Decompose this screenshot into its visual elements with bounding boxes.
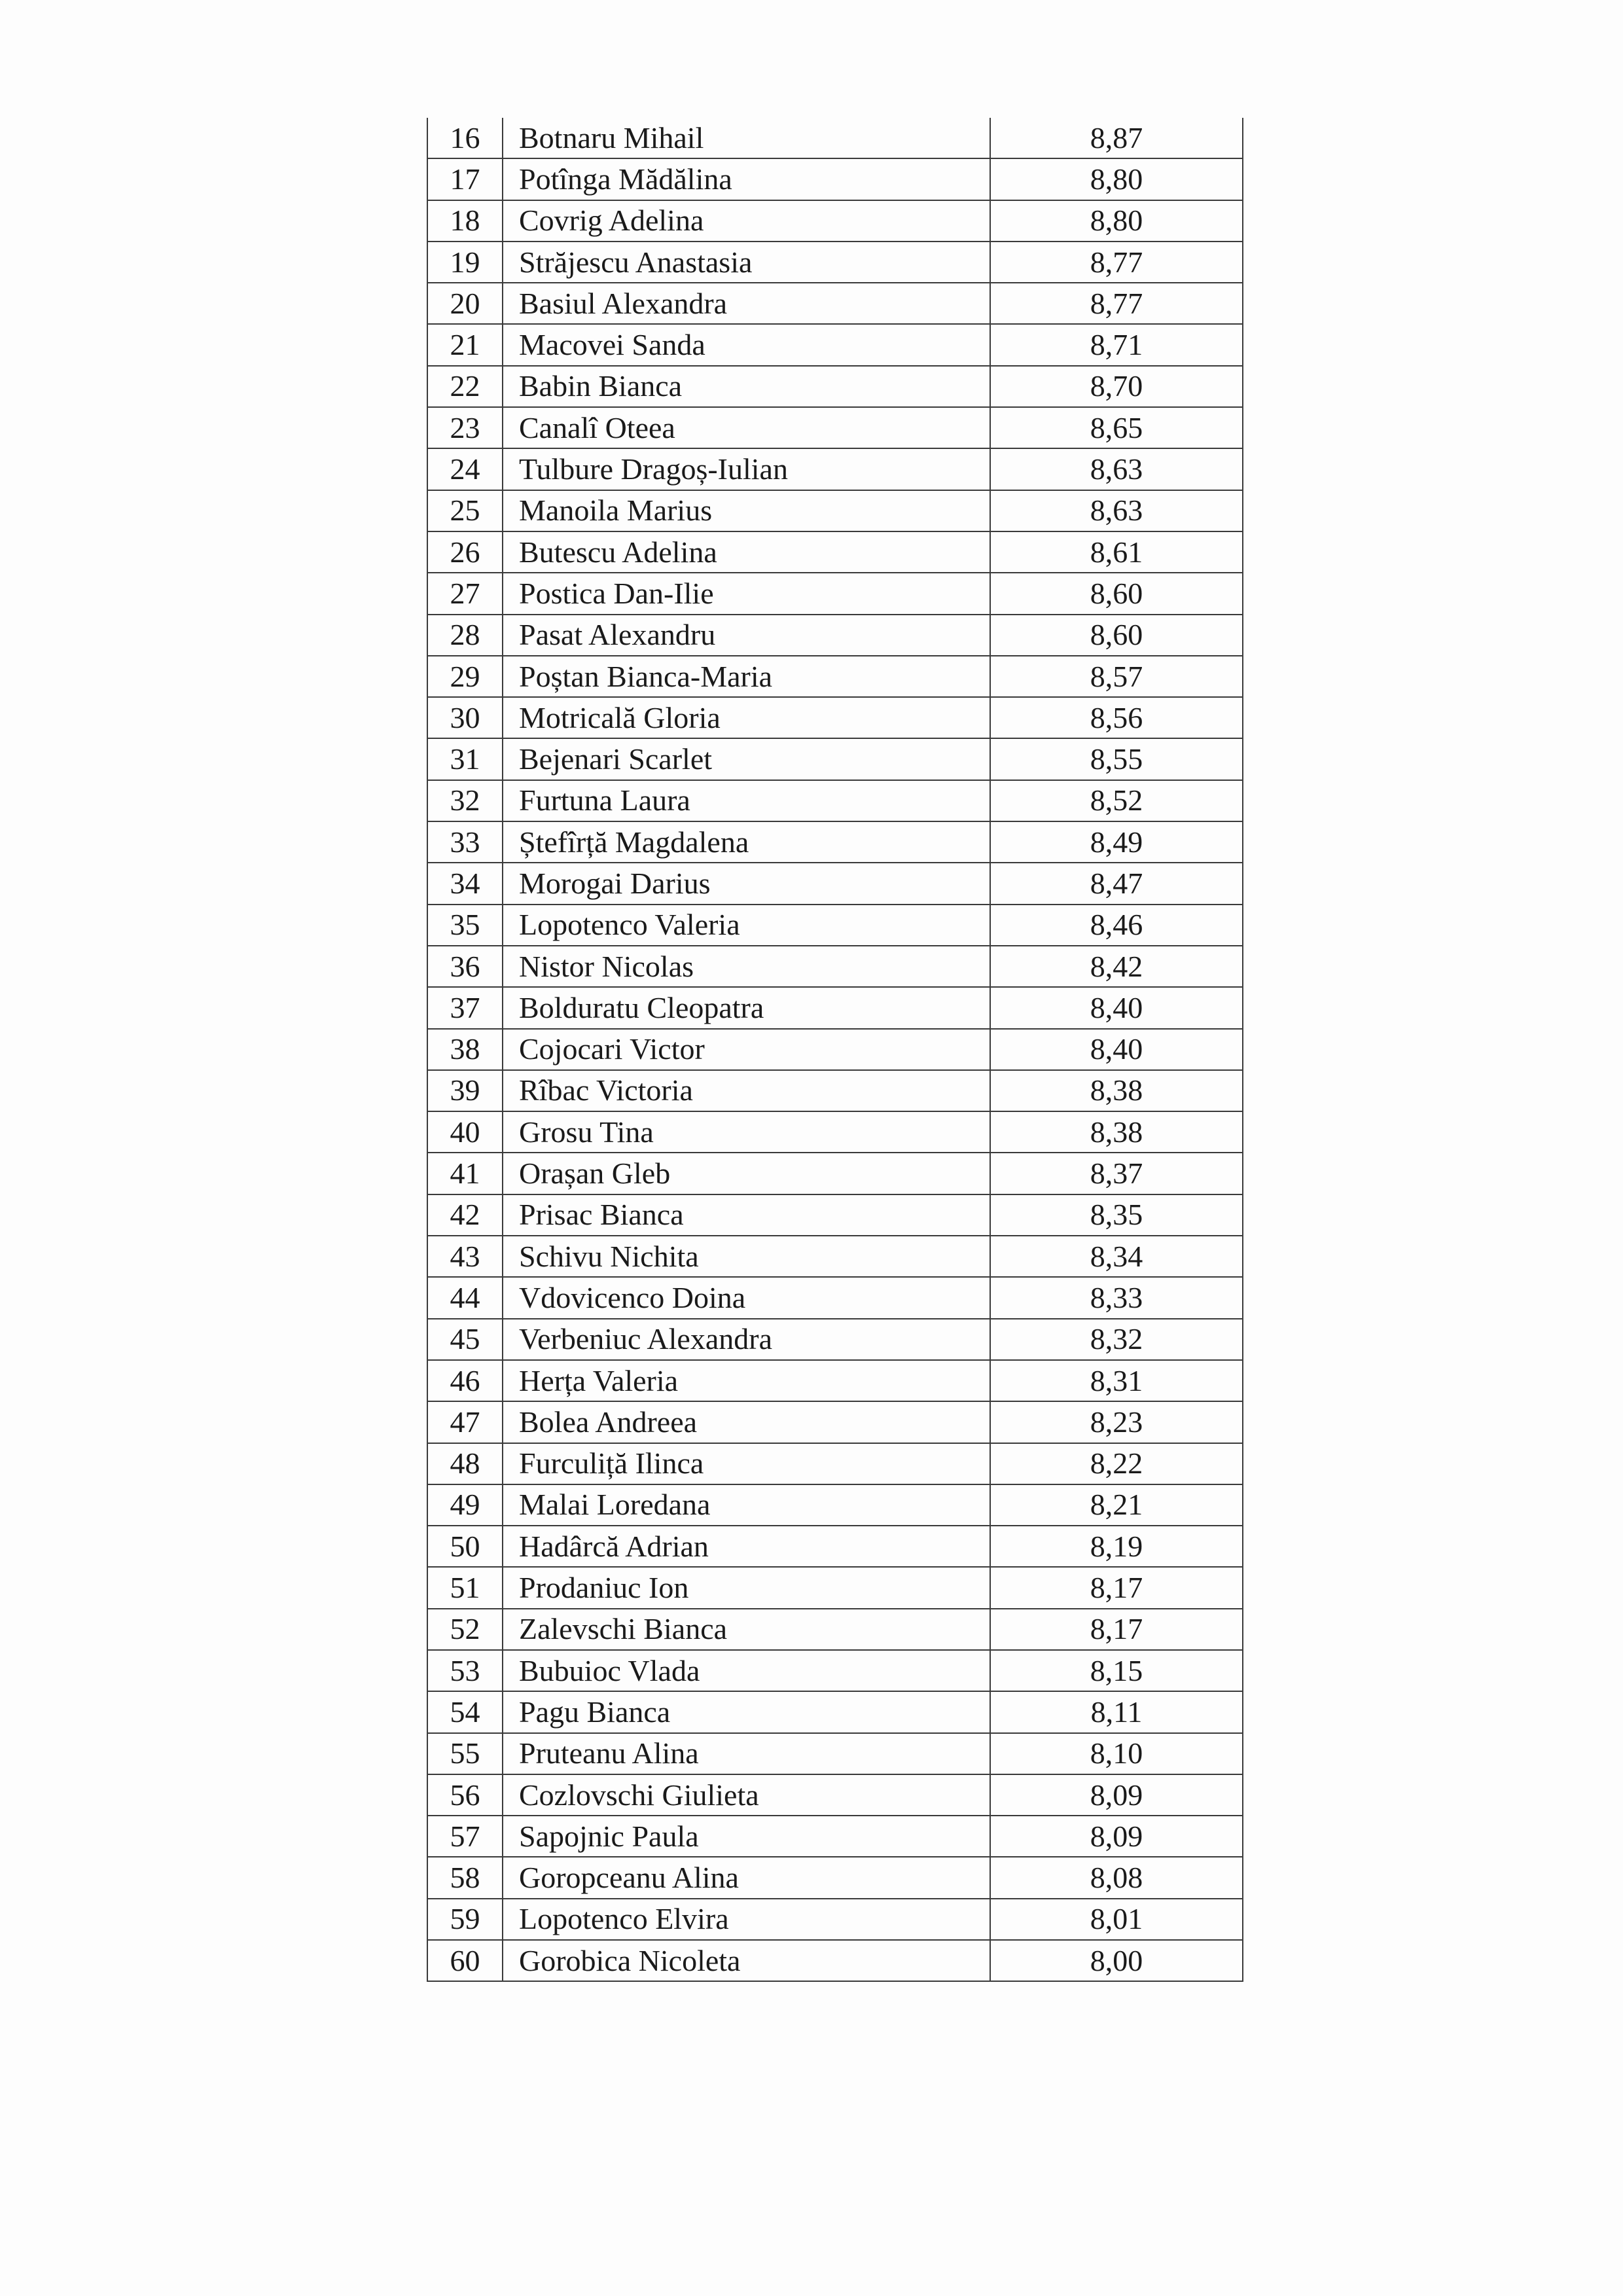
student-name: Ștefîrță Magdalena	[503, 821, 990, 863]
student-name: Basiul Alexandra	[503, 283, 990, 324]
row-number: 29	[427, 656, 503, 697]
table-row	[427, 200, 1243, 242]
table-row	[427, 1816, 1243, 1857]
grade-value: 8,37	[990, 1153, 1243, 1194]
grade-value: 8,49	[990, 821, 1243, 863]
table-row	[427, 1567, 1243, 1608]
grade-value: 8,65	[990, 407, 1243, 448]
grade-value: 8,77	[990, 283, 1243, 324]
student-name: Botnaru Mihail	[503, 118, 990, 158]
student-name: Motricală Gloria	[503, 697, 990, 738]
student-name: Zalevschi Bianca	[503, 1609, 990, 1650]
table-row	[427, 1857, 1243, 1898]
table-row	[427, 1236, 1243, 1277]
row-number: 23	[427, 407, 503, 448]
row-number: 20	[427, 283, 503, 324]
table-row	[427, 158, 1243, 200]
student-name: Gorobica Nicoleta	[503, 1940, 990, 1981]
row-number: 26	[427, 531, 503, 573]
student-name: Tulbure Dragoș-Iulian	[503, 448, 990, 490]
student-name: Herța Valeria	[503, 1360, 990, 1401]
table-row	[427, 821, 1243, 863]
grade-value: 8,09	[990, 1774, 1243, 1816]
row-number: 48	[427, 1443, 503, 1484]
row-number: 52	[427, 1609, 503, 1650]
row-number: 22	[427, 366, 503, 407]
student-name: Sapojnic Paula	[503, 1816, 990, 1857]
table-row	[427, 242, 1243, 283]
grade-value: 8,32	[990, 1319, 1243, 1360]
table-row	[427, 118, 1243, 158]
table-row	[427, 987, 1243, 1028]
student-name: Verbeniuc Alexandra	[503, 1319, 990, 1360]
student-name: Nistor Nicolas	[503, 946, 990, 987]
row-number: 19	[427, 242, 503, 283]
student-name: Bubuioc Vlada	[503, 1650, 990, 1691]
student-name: Cojocari Victor	[503, 1029, 990, 1070]
table-row	[427, 1360, 1243, 1401]
student-name: Malai Loredana	[503, 1484, 990, 1526]
row-number: 56	[427, 1774, 503, 1816]
table-row	[427, 946, 1243, 987]
grade-value: 8,01	[990, 1899, 1243, 1940]
grade-value: 8,35	[990, 1194, 1243, 1236]
grade-value: 8,33	[990, 1277, 1243, 1318]
row-number: 57	[427, 1816, 503, 1857]
grade-value: 8,40	[990, 987, 1243, 1028]
table-row	[427, 863, 1243, 904]
row-number: 24	[427, 448, 503, 490]
table-row	[427, 1319, 1243, 1360]
grade-value: 8,55	[990, 738, 1243, 780]
grade-value: 8,15	[990, 1650, 1243, 1691]
student-name: Poștan Bianca-Maria	[503, 656, 990, 697]
table-row	[427, 324, 1243, 365]
grade-value: 8,70	[990, 366, 1243, 407]
student-name: Canalî Oteea	[503, 407, 990, 448]
grade-value: 8,56	[990, 697, 1243, 738]
row-number: 32	[427, 780, 503, 821]
student-name: Potînga Mădălina	[503, 158, 990, 200]
student-name: Vdovicenco Doina	[503, 1277, 990, 1318]
grade-value: 8,47	[990, 863, 1243, 904]
table-row	[427, 448, 1243, 490]
row-number: 44	[427, 1277, 503, 1318]
grade-value: 8,23	[990, 1401, 1243, 1443]
row-number: 30	[427, 697, 503, 738]
table-row	[427, 407, 1243, 448]
row-number: 33	[427, 821, 503, 863]
student-name: Pruteanu Alina	[503, 1733, 990, 1774]
grade-value: 8,38	[990, 1070, 1243, 1111]
student-name: Lopotenco Valeria	[503, 905, 990, 946]
row-number: 35	[427, 905, 503, 946]
table-row	[427, 531, 1243, 573]
student-name: Babin Bianca	[503, 366, 990, 407]
grade-value: 8,52	[990, 780, 1243, 821]
grade-value: 8,61	[990, 531, 1243, 573]
student-name: Bolea Andreea	[503, 1401, 990, 1443]
table-row	[427, 1153, 1243, 1194]
grade-value: 8,46	[990, 905, 1243, 946]
student-name: Furtuna Laura	[503, 780, 990, 821]
grade-value: 8,08	[990, 1857, 1243, 1898]
row-number: 50	[427, 1526, 503, 1567]
grade-value: 8,00	[990, 1940, 1243, 1981]
grade-value: 8,63	[990, 490, 1243, 531]
student-name: Grosu Tina	[503, 1111, 990, 1153]
grade-value: 8,11	[990, 1691, 1243, 1732]
row-number: 42	[427, 1194, 503, 1236]
table-row	[427, 780, 1243, 821]
table-row	[427, 697, 1243, 738]
row-number: 58	[427, 1857, 503, 1898]
row-number: 46	[427, 1360, 503, 1401]
grade-value: 8,31	[990, 1360, 1243, 1401]
grade-value: 8,22	[990, 1443, 1243, 1484]
row-number: 59	[427, 1899, 503, 1940]
student-name: Prodaniuc Ion	[503, 1567, 990, 1608]
student-name: Pagu Bianca	[503, 1691, 990, 1732]
table-row	[427, 1484, 1243, 1526]
table-row	[427, 366, 1243, 407]
row-number: 45	[427, 1319, 503, 1360]
table-row	[427, 1940, 1243, 1981]
student-name: Bejenari Scarlet	[503, 738, 990, 780]
table-row	[427, 283, 1243, 324]
grade-value: 8,10	[990, 1733, 1243, 1774]
student-name: Schivu Nichita	[503, 1236, 990, 1277]
student-name: Străjescu Anastasia	[503, 242, 990, 283]
student-name: Lopotenco Elvira	[503, 1899, 990, 1940]
table-row	[427, 738, 1243, 780]
row-number: 39	[427, 1070, 503, 1111]
row-number: 60	[427, 1940, 503, 1981]
student-name: Manoila Marius	[503, 490, 990, 531]
student-name: Hadârcă Adrian	[503, 1526, 990, 1567]
grade-value: 8,57	[990, 656, 1243, 697]
grade-value: 8,60	[990, 615, 1243, 656]
grade-value: 8,77	[990, 242, 1243, 283]
table-row	[427, 1774, 1243, 1816]
row-number: 54	[427, 1691, 503, 1732]
student-name: Butescu Adelina	[503, 531, 990, 573]
row-number: 25	[427, 490, 503, 531]
grade-value: 8,17	[990, 1567, 1243, 1608]
table-row	[427, 1899, 1243, 1940]
row-number: 41	[427, 1153, 503, 1194]
row-number: 21	[427, 324, 503, 365]
grade-value: 8,63	[990, 448, 1243, 490]
student-name: Cozlovschi Giulieta	[503, 1774, 990, 1816]
grade-value: 8,17	[990, 1609, 1243, 1650]
grade-value: 8,71	[990, 324, 1243, 365]
table-row	[427, 1277, 1243, 1318]
grade-value: 8,42	[990, 946, 1243, 987]
row-number: 31	[427, 738, 503, 780]
row-number: 28	[427, 615, 503, 656]
ranking-table-body	[427, 118, 1243, 1981]
row-number: 27	[427, 573, 503, 614]
table-row	[427, 656, 1243, 697]
table-row	[427, 1609, 1243, 1650]
student-name: Furculiță Ilinca	[503, 1443, 990, 1484]
grade-value: 8,34	[990, 1236, 1243, 1277]
table-row	[427, 1443, 1243, 1484]
row-number: 36	[427, 946, 503, 987]
table-row	[427, 490, 1243, 531]
row-number: 34	[427, 863, 503, 904]
student-name: Postica Dan-Ilie	[503, 573, 990, 614]
table-row	[427, 1401, 1243, 1443]
row-number: 40	[427, 1111, 503, 1153]
table-row	[427, 615, 1243, 656]
row-number: 55	[427, 1733, 503, 1774]
grade-value: 8,38	[990, 1111, 1243, 1153]
row-number: 18	[427, 200, 503, 242]
row-number: 51	[427, 1567, 503, 1608]
student-name: Pasat Alexandru	[503, 615, 990, 656]
row-number: 47	[427, 1401, 503, 1443]
table-row	[427, 1526, 1243, 1567]
student-name: Morogai Darius	[503, 863, 990, 904]
row-number: 53	[427, 1650, 503, 1691]
table-row	[427, 573, 1243, 614]
row-number: 43	[427, 1236, 503, 1277]
row-number: 37	[427, 987, 503, 1028]
grade-value: 8,87	[990, 118, 1243, 158]
grade-value: 8,60	[990, 573, 1243, 614]
row-number: 16	[427, 118, 503, 158]
grade-value: 8,09	[990, 1816, 1243, 1857]
grade-value: 8,21	[990, 1484, 1243, 1526]
table-row	[427, 1194, 1243, 1236]
grade-value: 8,40	[990, 1029, 1243, 1070]
grade-value: 8,80	[990, 158, 1243, 200]
student-name: Covrig Adelina	[503, 200, 990, 242]
student-name: Rîbac Victoria	[503, 1070, 990, 1111]
student-name: Macovei Sanda	[503, 324, 990, 365]
student-name: Prisac Bianca	[503, 1194, 990, 1236]
row-number: 49	[427, 1484, 503, 1526]
table-row	[427, 1029, 1243, 1070]
grade-value: 8,19	[990, 1526, 1243, 1567]
row-number: 38	[427, 1029, 503, 1070]
table-row	[427, 1733, 1243, 1774]
student-name: Bolduratu Cleopatra	[503, 987, 990, 1028]
student-name: Orașan Gleb	[503, 1153, 990, 1194]
table-row	[427, 1111, 1243, 1153]
student-name: Goropceanu Alina	[503, 1857, 990, 1898]
grade-value: 8,80	[990, 200, 1243, 242]
row-number: 17	[427, 158, 503, 200]
table-row	[427, 1691, 1243, 1732]
table-row	[427, 1650, 1243, 1691]
ranking-table	[427, 118, 1243, 1982]
table-row	[427, 905, 1243, 946]
table-row	[427, 1070, 1243, 1111]
